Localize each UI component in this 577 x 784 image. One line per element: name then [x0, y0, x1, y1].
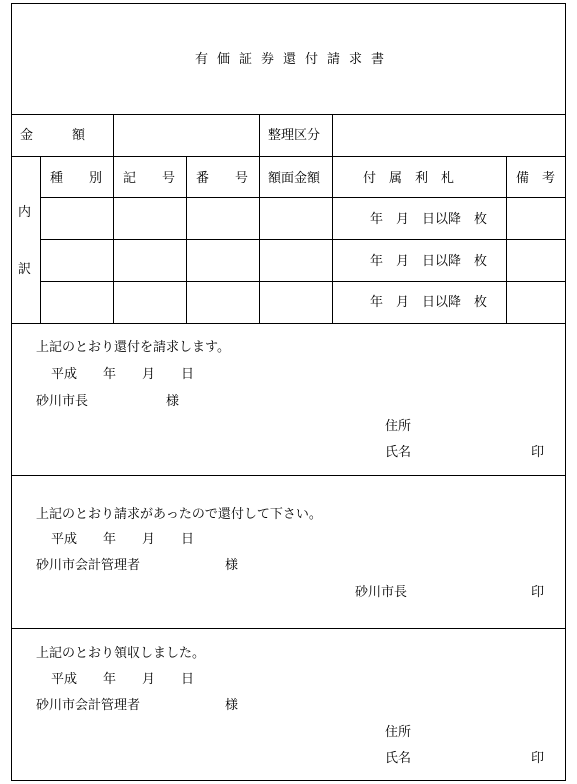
- rule-row1-bottom: [40, 239, 566, 240]
- rule-header-bottom: [40, 197, 566, 198]
- rule-number-right: [259, 156, 260, 323]
- form-frame: [11, 3, 566, 781]
- receipt-name-label: 氏名: [385, 751, 412, 766]
- category-label: 整理区分: [268, 128, 321, 143]
- col-header-type: 種 別: [50, 171, 103, 186]
- receipt-date: 平成 年 月 日: [51, 672, 195, 687]
- request-seal: 印: [531, 445, 545, 460]
- order-date: 平成 年 月 日: [51, 532, 195, 547]
- coupon-row-1: 年 月 日以降 枚: [370, 212, 488, 227]
- col-header-number: 番 号: [196, 171, 249, 186]
- rule-title-bottom: [11, 114, 566, 115]
- coupon-row-3: 年 月 日以降 枚: [370, 295, 488, 310]
- rule-face-value-right: [332, 156, 333, 323]
- rule-amount-bottom: [11, 156, 566, 157]
- form-title: 有価証券還付請求書: [195, 52, 394, 67]
- request-statement: 上記のとおり還付を請求します。: [36, 340, 230, 355]
- rule-request-bottom: [11, 475, 566, 476]
- request-date: 平成 年 月 日: [51, 367, 195, 382]
- order-seal: 印: [531, 585, 545, 600]
- rule-coupons-right: [506, 156, 507, 323]
- col-header-symbol: 記 号: [123, 171, 176, 186]
- rule-amount-label-right: [113, 114, 114, 156]
- rule-amount-value-right: [259, 114, 260, 156]
- order-statement: 上記のとおり請求があったので還付して下さい。: [36, 507, 322, 522]
- request-addressee: 砂川市長: [36, 394, 89, 409]
- order-addressee: 砂川市会計管理者: [36, 558, 141, 573]
- request-address-label: 住所: [385, 419, 412, 434]
- col-header-coupons: 付 属 利 札: [363, 171, 455, 186]
- amount-label: 金 額: [20, 128, 86, 143]
- rule-table-bottom: [11, 323, 566, 324]
- receipt-seal: 印: [531, 751, 545, 766]
- col-header-remarks: 備 考: [516, 171, 556, 186]
- rule-category-label-right: [332, 114, 333, 156]
- rule-breakdown-label-right: [40, 156, 41, 323]
- order-signer: 砂川市長: [355, 585, 408, 600]
- breakdown-label-top: 内: [18, 205, 32, 220]
- receipt-address-label: 住所: [385, 725, 412, 740]
- col-header-face-value: 額面金額: [268, 171, 321, 186]
- breakdown-label-bottom: 訳: [18, 262, 32, 277]
- order-honorific: 様: [225, 558, 239, 573]
- rule-row2-bottom: [40, 281, 566, 282]
- coupon-row-2: 年 月 日以降 枚: [370, 254, 488, 269]
- rule-order-bottom: [11, 628, 566, 629]
- receipt-honorific: 様: [225, 698, 239, 713]
- request-honorific: 様: [166, 394, 180, 409]
- receipt-statement: 上記のとおり領収しました。: [36, 646, 206, 661]
- rule-type-right: [113, 156, 114, 323]
- receipt-addressee: 砂川市会計管理者: [36, 698, 141, 713]
- rule-symbol-right: [186, 156, 187, 323]
- request-name-label: 氏名: [385, 445, 412, 460]
